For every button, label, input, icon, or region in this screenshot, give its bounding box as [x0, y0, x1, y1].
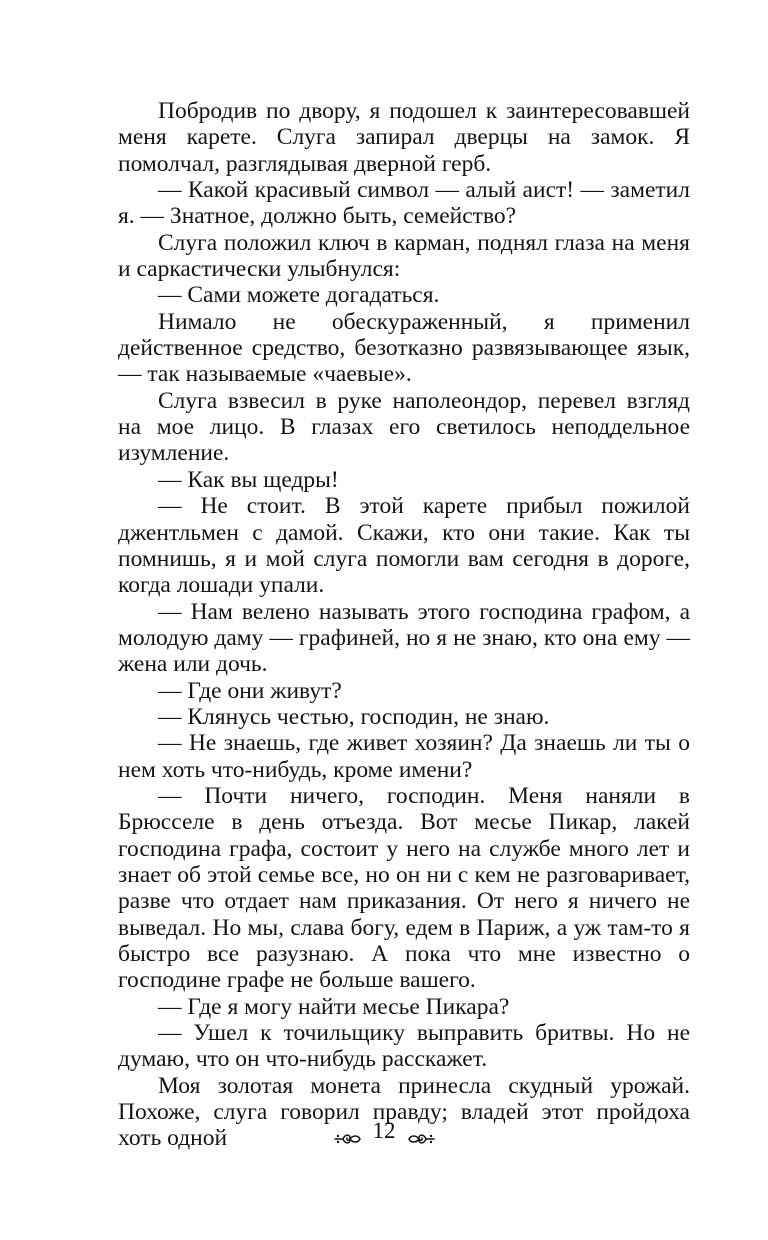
page-footer [0, 1116, 768, 1146]
paragraph: — Где я могу найти месье Пикара? [158, 993, 510, 1020]
fleuron-ornament-icon [406, 1124, 436, 1138]
fleuron-ornament-icon [333, 1124, 363, 1138]
body-text [118, 98, 690, 1152]
paragraph: — Не стоит. В этой карете прибыл пожилой джентльмен с дамой. Скажи, кто они такие. Как ты помнишь, я и мой слуга помогли вам сегодня в дороге, когда лошади упали. [118, 493, 690, 599]
paragraph: — Нам велено называть этого господина графом, а молодую даму — графиней, но я не знаю, кто она ему — жена или дочь. [118, 598, 690, 678]
paragraph: — Клянусь честью, господин, не знаю. [158, 703, 550, 730]
paragraph: — Какой красивый символ — алый аист! — заметил я. — Знатное, должно быть, семейство? [118, 177, 690, 230]
paragraph: — Сами можете догадаться. [158, 282, 440, 309]
paragraph: — Ушел к точильщику выправить бритвы. Но не думаю, что он что-нибудь расскажет. [118, 1020, 690, 1073]
paragraph: — Как вы щедры! [158, 466, 339, 493]
paragraph: Нимало не обескураженный, я применил действенное средство, безотказно развязывающее язык, — так называемые «чаевые». [118, 308, 690, 388]
paragraph: — Где они живут? [158, 677, 342, 704]
paragraph: Слуга взвесил в руке наполеондор, перевел взгляд на мое лицо. В глазах его светилось неподдельное изумление. [118, 387, 690, 467]
paragraph: Моя золотая монета принесла скудный урожай. Похоже, слуга говорил правду; владей этот пройдоха хоть одной [118, 1072, 690, 1152]
page-number: 12 [372, 1118, 396, 1143]
paragraph: Побродив по двору, я подошел к заинтересовавшей меня карете. Слуга запирал дверцы на замок. Я помолчал, разглядывая дверной герб. [118, 98, 690, 177]
paragraph: Слуга положил ключ в карман, поднял глаза на меня и саркастически улыбнулся: [118, 229, 690, 283]
paragraph: — Не знаешь, где живет хозяин? Да знаешь ли ты о нем хоть что-нибудь, кроме имени? [118, 730, 690, 783]
paragraph: — Почти ничего, господин. Меня наняли в Брюсселе в день отъезда. Вот месье Пикар, лакей господина графа, состоит у него на службе много лет и знает об этой семье все, но он ни с кем не разговаривает, разве что отдает нам приказания. От него я ничего не выведал. Но мы, слава богу, едем в Париж, а уж там-то я быстро все разузнаю. А пока что мне известно о господине графе не больше вашего. [118, 782, 690, 994]
